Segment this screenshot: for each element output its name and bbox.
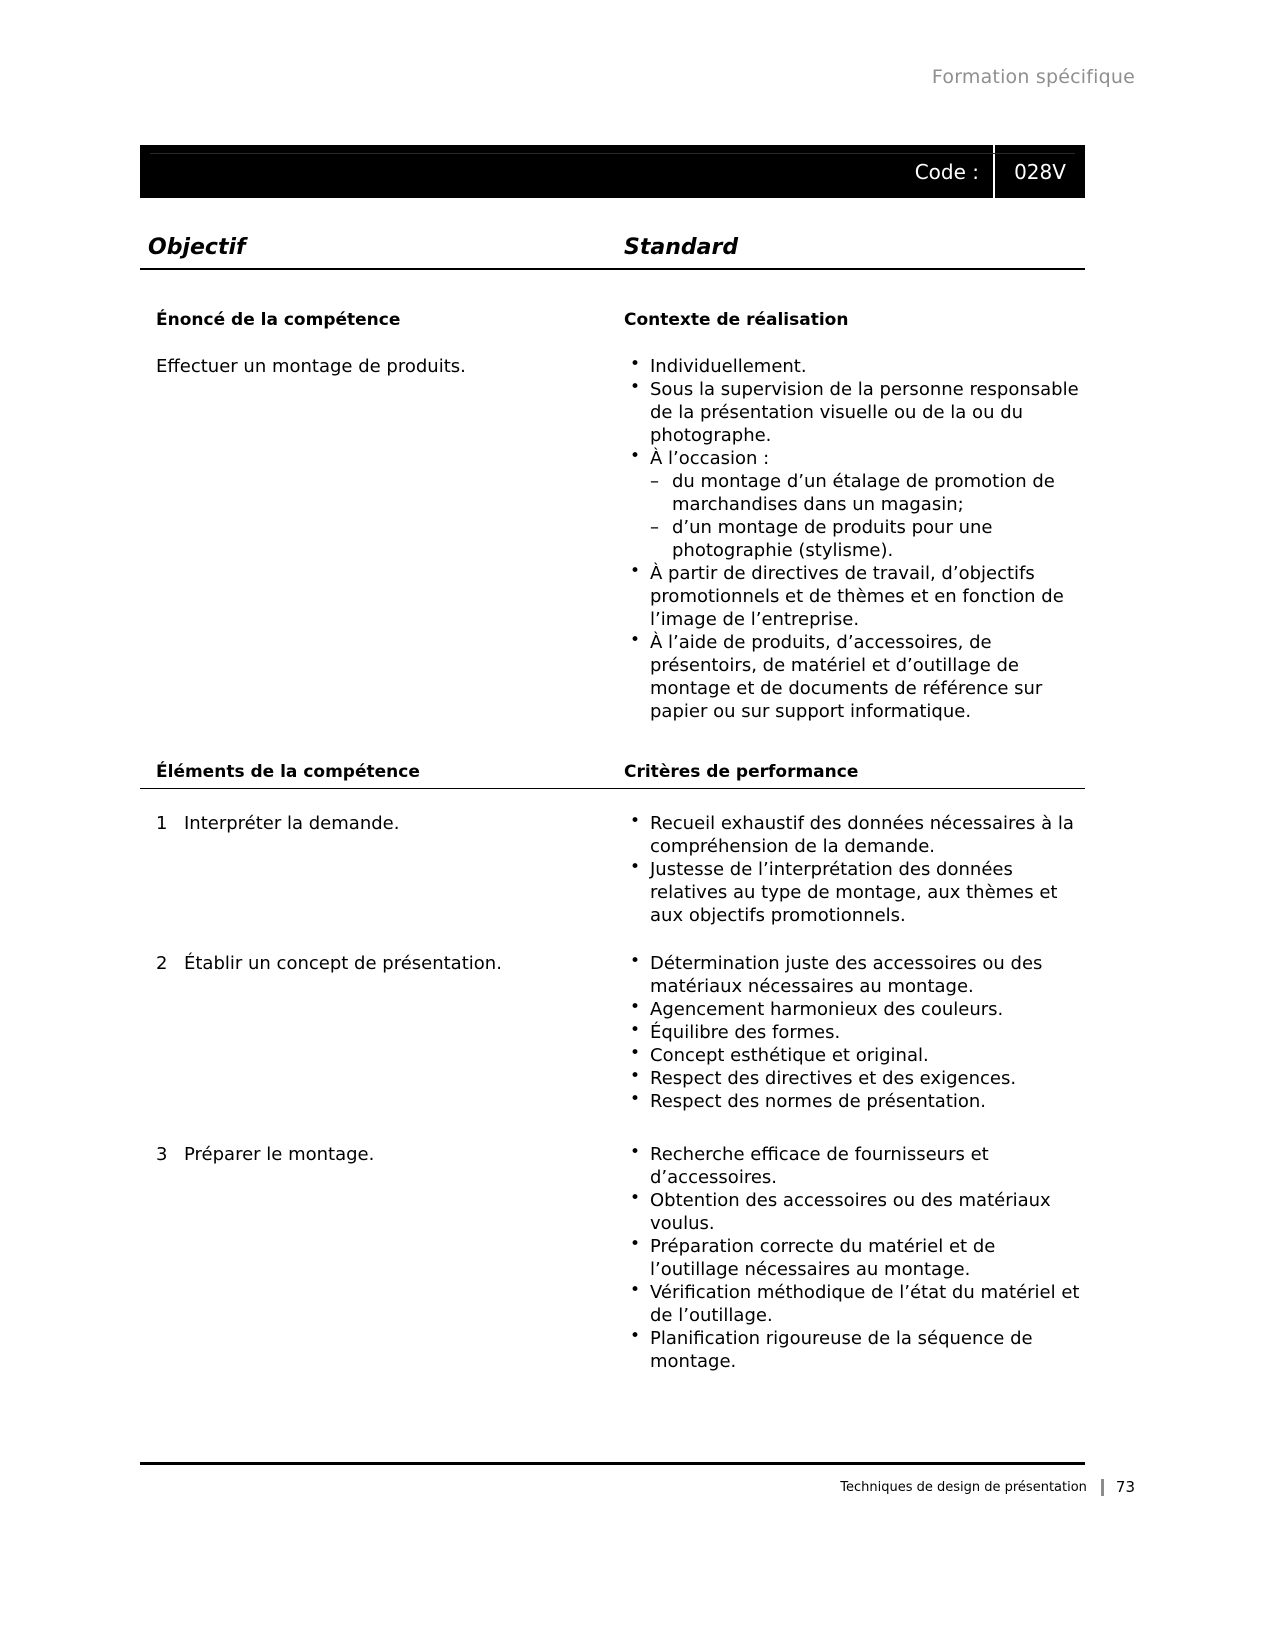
- table-row: [140, 952, 1085, 1113]
- footer-divider: [140, 1462, 1085, 1465]
- list-item: • Équilibre des formes.: [624, 1021, 1085, 1044]
- footer-page-number: 73: [1115, 1478, 1135, 1496]
- heading-criteres-performance: Critères de performance: [624, 762, 859, 782]
- list-item: • Concept esthétique et original.: [624, 1044, 1085, 1067]
- list-item: • Recueil exhaustif des données nécessaires à la compréhension de la demande.: [624, 812, 1085, 858]
- contexte-bullets-cont: [624, 562, 1085, 723]
- list-item: • Obtention des accessoires ou des matériaux voulus.: [624, 1189, 1085, 1235]
- list-item: • Vérification méthodique de l’état du matériel et de l’outillage.: [624, 1281, 1085, 1327]
- competence-statement: [140, 355, 618, 724]
- list-item: – du montage d’un étalage de promotion de marchandises dans un magasin;: [650, 470, 1085, 516]
- list-item: • À l’occasion :: [624, 447, 1085, 470]
- competence-statement-text: Effectuer un montage de produits.: [156, 356, 466, 377]
- competence-subheadings: [140, 310, 1085, 336]
- code-value: 028V: [1014, 159, 1066, 184]
- criteria-list-2: [618, 952, 1085, 1113]
- column-headers: [140, 235, 1085, 270]
- list-item: • Recherche efficace de fournisseurs et d’accessoires.: [624, 1143, 1085, 1189]
- list-item: • Individuellement.: [624, 355, 1085, 378]
- heading-contexte-realisation: Contexte de réalisation: [624, 310, 849, 330]
- column-title-objectif: Objectif: [148, 235, 246, 260]
- criteria-bullets: [624, 1143, 1085, 1373]
- list-item: • À l’aide de produits, d’accessoires, de présentoirs, de matériel et d’outillage de montage et de documents de référence sur papier ou sur support informatique.: [624, 631, 1085, 723]
- contexte-subbullets: [624, 470, 1085, 562]
- criteria-bullets: [624, 952, 1085, 1113]
- element-number: 2: [156, 953, 168, 974]
- list-item: • Respect des normes de présentation.: [624, 1090, 1085, 1113]
- footer-document-title: Techniques de design de présentation: [840, 1479, 1087, 1495]
- table-row: [140, 812, 1085, 927]
- list-item: • Agencement harmonieux des couleurs.: [624, 998, 1085, 1021]
- code-label: Code :: [914, 159, 979, 184]
- criteria-bullets: [624, 812, 1085, 927]
- list-item: – d’un montage de produits pour une photographie (stylisme).: [650, 516, 1085, 562]
- element-label-3: [140, 1143, 618, 1373]
- heading-elements-competence: Éléments de la compétence: [156, 762, 420, 782]
- heading-enonce-competence: Énoncé de la compétence: [156, 310, 401, 330]
- list-item: • Justesse de l’interprétation des données relatives au type de montage, aux thèmes et aux objectifs promotionnels.: [624, 858, 1085, 927]
- element-text: Préparer le montage.: [184, 1144, 375, 1165]
- running-head: Formation spécifique: [931, 66, 1135, 88]
- list-item: • Respect des directives et des exigences.: [624, 1067, 1085, 1090]
- list-item: • Sous la supervision de la personne responsable de la présentation visuelle ou de la ou du photographe.: [624, 378, 1085, 447]
- list-item: • Préparation correcte du matériel et de l’outillage nécessaires au montage.: [624, 1235, 1085, 1281]
- element-text: Établir un concept de présentation.: [184, 953, 502, 974]
- code-bar-rule: [150, 153, 1075, 154]
- element-label-1: [140, 812, 618, 927]
- competence-content: [140, 355, 1085, 724]
- list-item: • Planification rigoureuse de la séquence de montage.: [624, 1327, 1085, 1373]
- list-item: • Détermination juste des accessoires ou des matériaux nécessaires au montage.: [624, 952, 1085, 998]
- contexte-list: [618, 355, 1085, 724]
- column-title-standard: Standard: [624, 235, 739, 260]
- footer-separator: [1101, 1479, 1104, 1496]
- contexte-bullets: [624, 355, 1085, 470]
- element-label-2: [140, 952, 618, 1113]
- page-footer: [840, 1478, 1135, 1496]
- element-number: 3: [156, 1144, 168, 1165]
- criteria-list-1: [618, 812, 1085, 927]
- code-bar: [140, 145, 1085, 198]
- elements-subheadings: [140, 762, 1085, 789]
- criteria-list-3: [618, 1143, 1085, 1373]
- table-row: [140, 1143, 1085, 1373]
- element-text: Interpréter la demande.: [184, 813, 400, 834]
- list-item: • À partir de directives de travail, d’objectifs promotionnels et de thèmes et en fonction de l’image de l’entreprise.: [624, 562, 1085, 631]
- element-number: 1: [156, 813, 168, 834]
